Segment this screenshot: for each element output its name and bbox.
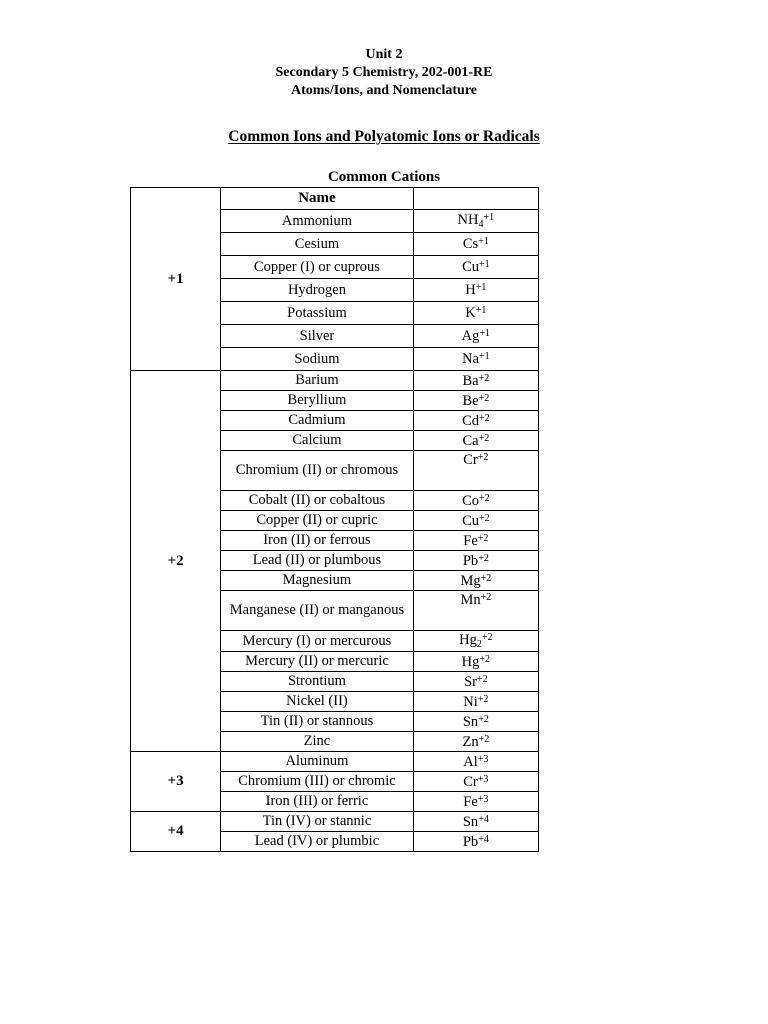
cation-symbol bbox=[413, 431, 538, 451]
symbol-charge-superscript: +2 bbox=[478, 372, 490, 384]
symbol-charge-superscript: +2 bbox=[477, 452, 489, 463]
symbol-charge-superscript: +2 bbox=[481, 632, 493, 643]
cation-name: Mercury (I) or mercurous bbox=[221, 631, 413, 652]
section-title-text: Common Ions and Polyatomic Ions or Radicals bbox=[228, 128, 540, 145]
charge-cell: +4 bbox=[131, 812, 221, 852]
cation-symbol bbox=[413, 233, 538, 256]
cation-symbol bbox=[413, 210, 538, 233]
symbol-charge-superscript: +2 bbox=[480, 572, 492, 584]
symbol-subscript: 4 bbox=[478, 219, 484, 230]
cation-symbol bbox=[413, 631, 538, 652]
symbol-element: Sn bbox=[462, 713, 479, 730]
symbol-charge-superscript: +3 bbox=[477, 773, 489, 785]
symbol-charge-superscript: +2 bbox=[478, 552, 489, 564]
symbol-subscript: 2 bbox=[476, 639, 482, 650]
symbol-element: Ba bbox=[462, 372, 479, 389]
cation-row bbox=[131, 371, 539, 391]
symbol-element: NH bbox=[457, 212, 479, 228]
cation-symbol bbox=[413, 692, 538, 712]
cation-name: Calcium bbox=[221, 431, 413, 451]
symbol-charge-superscript: +3 bbox=[477, 753, 489, 765]
cation-name: Cadmium bbox=[221, 411, 413, 431]
cation-name: Hydrogen bbox=[221, 279, 413, 302]
table-header-row bbox=[131, 188, 539, 210]
table-title: Common Cations bbox=[327, 169, 441, 185]
course-heading: Secondary 5 Chemistry, 202-001-RE bbox=[275, 65, 493, 80]
symbol-charge-superscript: +1 bbox=[483, 212, 495, 223]
cation-symbol bbox=[413, 732, 538, 752]
cation-name: Beryllium bbox=[221, 391, 413, 411]
cation-symbol bbox=[413, 832, 538, 852]
symbol-charge-superscript: +2 bbox=[478, 492, 490, 504]
symbol-element: Pb bbox=[462, 552, 479, 569]
symbol-element: Cu bbox=[462, 259, 479, 275]
symbol-charge-superscript: +1 bbox=[478, 259, 490, 270]
cation-symbol bbox=[413, 491, 538, 511]
cation-row bbox=[131, 812, 539, 832]
symbol-charge-superscript: +2 bbox=[478, 432, 490, 444]
symbol-element: Ag bbox=[461, 328, 480, 344]
cation-name: Ammonium bbox=[221, 210, 413, 233]
cation-row bbox=[131, 752, 539, 772]
symbol-element: Cs bbox=[462, 236, 479, 252]
symbol-element: Co bbox=[462, 492, 479, 509]
symbol-column-header bbox=[413, 188, 538, 210]
cation-name: Iron (II) or ferrous bbox=[221, 531, 413, 551]
symbol-element: Cu bbox=[462, 512, 479, 529]
cation-name: Nickel (II) bbox=[221, 692, 413, 712]
cation-name: Copper (II) or cupric bbox=[221, 511, 413, 531]
cation-symbol bbox=[413, 451, 538, 491]
symbol-element: Sn bbox=[462, 813, 479, 830]
symbol-element: Ca bbox=[462, 432, 479, 449]
cation-symbol bbox=[413, 371, 538, 391]
cation-name: Aluminum bbox=[221, 752, 413, 772]
cation-symbol bbox=[413, 712, 538, 732]
cation-symbol bbox=[413, 591, 538, 631]
symbol-charge-superscript: +2 bbox=[477, 693, 489, 705]
cation-symbol bbox=[413, 752, 538, 772]
symbol-charge-superscript: +4 bbox=[478, 813, 489, 825]
cation-name: Manganese (II) or manganous bbox=[221, 591, 413, 631]
symbol-element: Cd bbox=[462, 412, 479, 429]
symbol-element: H bbox=[465, 282, 476, 298]
cation-symbol bbox=[413, 325, 538, 348]
symbol-element: Mg bbox=[460, 572, 481, 589]
symbol-charge-superscript: +2 bbox=[478, 713, 489, 725]
cation-name: Silver bbox=[221, 325, 413, 348]
cation-symbol bbox=[413, 812, 538, 832]
cation-symbol bbox=[413, 672, 538, 692]
symbol-charge-superscript: +4 bbox=[478, 833, 489, 845]
cation-symbol bbox=[413, 571, 538, 591]
symbol-charge-superscript: +2 bbox=[478, 733, 490, 745]
symbol-element: Ni bbox=[463, 693, 478, 710]
symbol-element: Hg bbox=[459, 632, 477, 648]
symbol-charge-superscript: +1 bbox=[479, 328, 491, 339]
symbol-element: Fe bbox=[463, 532, 478, 549]
cation-symbol bbox=[413, 792, 538, 812]
cation-name: Lead (IV) or plumbic bbox=[221, 832, 413, 852]
symbol-charge-superscript: +2 bbox=[476, 673, 488, 685]
symbol-element: K bbox=[465, 305, 476, 321]
cation-name: Chromium (II) or chromous bbox=[221, 451, 413, 491]
name-column-header: Name bbox=[221, 188, 413, 210]
cation-name: Lead (II) or plumbous bbox=[221, 551, 413, 571]
charge-cell: +2 bbox=[131, 371, 221, 752]
symbol-charge-superscript: +3 bbox=[477, 793, 489, 805]
symbol-charge-superscript: +1 bbox=[478, 236, 489, 247]
cation-symbol bbox=[413, 348, 538, 371]
topic-heading: Atoms/Ions, and Nomenclature bbox=[290, 83, 478, 98]
cations-table-body bbox=[131, 188, 539, 852]
cation-name: Chromium (III) or chromic bbox=[221, 772, 413, 792]
symbol-charge-superscript: +2 bbox=[478, 412, 490, 424]
symbol-element: Cr bbox=[463, 773, 478, 790]
symbol-element: Hg bbox=[461, 653, 480, 670]
cation-symbol bbox=[413, 411, 538, 431]
symbol-element: Fe bbox=[463, 793, 478, 810]
symbol-element: Zn bbox=[462, 733, 479, 750]
charge-cell: +3 bbox=[131, 752, 221, 812]
section-title bbox=[0, 128, 768, 146]
symbol-element: Al bbox=[463, 753, 478, 770]
cation-name: Strontium bbox=[221, 672, 413, 692]
cation-symbol bbox=[413, 531, 538, 551]
cation-name: Tin (IV) or stannic bbox=[221, 812, 413, 832]
symbol-charge-superscript: +2 bbox=[478, 512, 490, 524]
cation-name: Cobalt (II) or cobaltous bbox=[221, 491, 413, 511]
cation-symbol bbox=[413, 551, 538, 571]
cation-name: Tin (II) or stannous bbox=[221, 712, 413, 732]
symbol-charge-superscript: +1 bbox=[475, 305, 487, 316]
cation-name: Copper (I) or cuprous bbox=[221, 256, 413, 279]
cation-name: Mercury (II) or mercuric bbox=[221, 652, 413, 672]
cation-symbol bbox=[413, 256, 538, 279]
cation-name: Cesium bbox=[221, 233, 413, 256]
cation-symbol bbox=[413, 652, 538, 672]
charge-cell: +1 bbox=[131, 188, 221, 371]
symbol-charge-superscript: +2 bbox=[477, 532, 489, 544]
symbol-element: Be bbox=[462, 392, 479, 409]
cation-name: Barium bbox=[221, 371, 413, 391]
cation-name: Iron (III) or ferric bbox=[221, 792, 413, 812]
cation-symbol bbox=[413, 302, 538, 325]
symbol-element: Sr bbox=[464, 673, 477, 690]
cation-name: Zinc bbox=[221, 732, 413, 752]
cation-symbol bbox=[413, 391, 538, 411]
symbol-element: Na bbox=[462, 351, 479, 367]
symbol-element: Cr bbox=[463, 452, 478, 468]
cation-name: Magnesium bbox=[221, 571, 413, 591]
cation-symbol bbox=[413, 772, 538, 792]
symbol-charge-superscript: +2 bbox=[478, 392, 490, 404]
cation-name: Sodium bbox=[221, 348, 413, 371]
symbol-charge-superscript: +2 bbox=[480, 592, 492, 603]
cation-name: Potassium bbox=[221, 302, 413, 325]
symbol-element: Mn bbox=[460, 592, 481, 608]
unit-heading: Unit 2 bbox=[365, 47, 403, 62]
cations-table bbox=[130, 187, 539, 852]
symbol-charge-superscript: +1 bbox=[478, 351, 490, 362]
cation-symbol bbox=[413, 511, 538, 531]
symbol-element: Pb bbox=[462, 833, 479, 850]
cation-symbol bbox=[413, 279, 538, 302]
symbol-charge-superscript: +1 bbox=[475, 282, 487, 293]
symbol-charge-superscript: +2 bbox=[479, 653, 491, 665]
